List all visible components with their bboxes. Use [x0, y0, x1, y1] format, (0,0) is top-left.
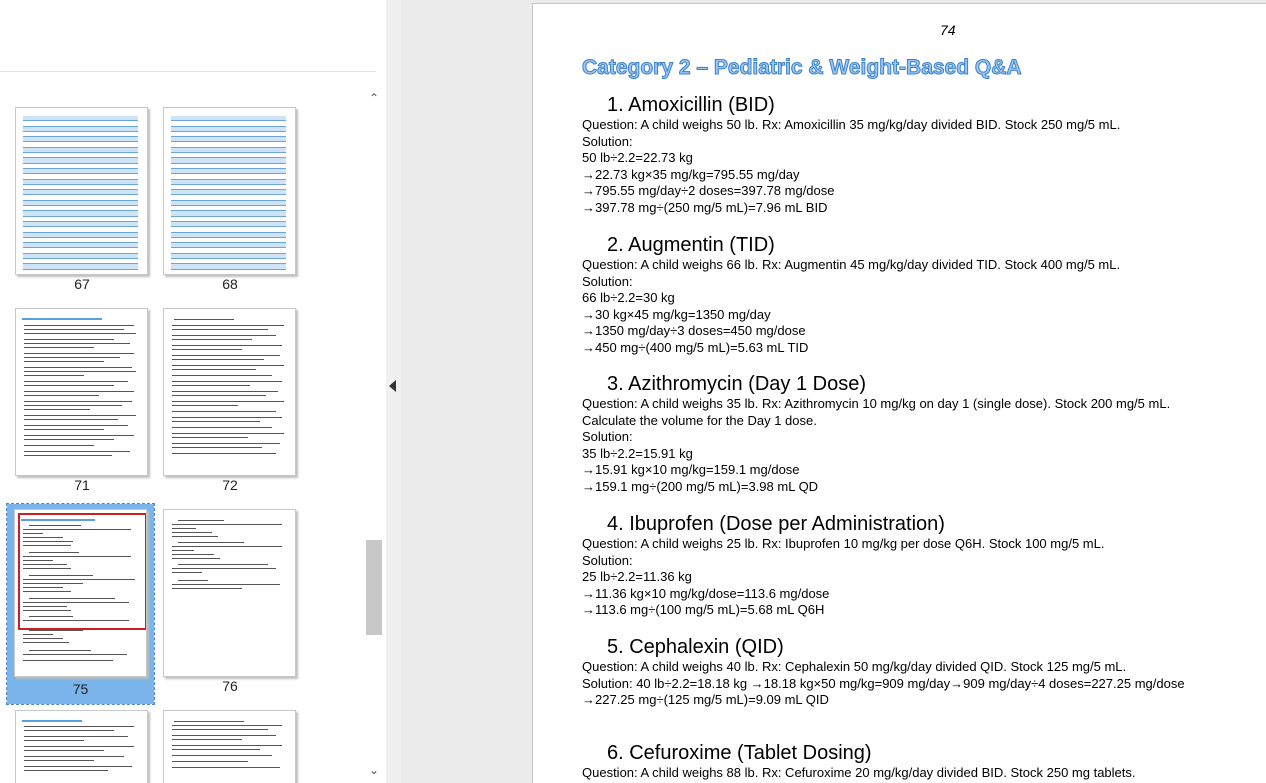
- qa-line: →795.55 mg/day÷2 doses=397.78 mg/dose: [582, 183, 835, 198]
- scroll-up-icon[interactable]: ⌃: [368, 91, 380, 105]
- qa-line: Question: A child weighs 40 lb. Rx: Cephalexin 50 mg/kg/day divided QID. Stock 125 mg/5 mL.: [582, 659, 1127, 674]
- qa-line: →397.78 mg÷(250 mg/5 mL)=7.96 mL BID: [582, 199, 828, 215]
- pane-divider: [0, 71, 376, 72]
- qa-section: [582, 635, 1262, 709]
- thumbnail-page-next-right[interactable]: [157, 705, 303, 783]
- thumbnail-page-number: 76: [222, 678, 238, 694]
- category-heading: Category 2 – Pediatric & Weight-Based Q&A: [582, 56, 1022, 79]
- qa-line: →159.1 mg÷(200 mg/5 mL)=3.98 mL QD: [582, 478, 819, 494]
- qa-line: →113.6 mg÷(100 mg/5 mL)=5.68 mL Q6H: [582, 602, 825, 617]
- page-thumbnail-image: [15, 107, 148, 275]
- qa-section: [582, 512, 1262, 619]
- qa-line: →15.91 kg×10 mg/kg=159.1 mg/dose: [582, 462, 800, 477]
- thumbnail-page-number: 68: [222, 276, 238, 292]
- thumbnail-page-next-left[interactable]: [9, 705, 155, 783]
- page-thumbnail-image: [14, 509, 147, 677]
- page-thumbnail-image: [15, 308, 148, 476]
- qa-title: 3. Azithromycin (Day 1 Dose): [607, 373, 866, 395]
- document-page: [532, 3, 1266, 783]
- qa-line: Question: A child weighs 50 lb. Rx: Amoxicillin 35 mg/kg/day divided BID. Stock 250 mg/5 mL.: [582, 117, 1121, 132]
- qa-line: →1350 mg/day÷3 doses=450 mg/dose: [582, 323, 806, 338]
- qa-title: 6. Cefuroxime (Tablet Dosing): [607, 742, 872, 764]
- qa-line: →30 kg×45 mg/kg=1350 mg/day: [582, 306, 771, 322]
- page-thumbnail-image: [15, 710, 148, 783]
- qa-title: 5. Cephalexin (QID): [607, 636, 784, 658]
- thumbnail-page-number: 72: [222, 477, 238, 493]
- qa-line: 35 lb÷2.2=15.91 kg: [582, 445, 693, 461]
- page-thumbnail-image: [163, 308, 296, 476]
- thumbnail-scrollbar[interactable]: [362, 90, 386, 783]
- qa-section: [582, 741, 1262, 782]
- scrollbar-thumb[interactable]: [366, 540, 382, 635]
- visible-area-indicator[interactable]: [18, 513, 147, 630]
- qa-line: Question: A child weighs 88 lb. Rx: Cefuroxime 20 mg/kg/day divided BID. Stock 250 mg tablets.: [582, 765, 1136, 780]
- page-thumbnail-image: [163, 509, 296, 677]
- qa-line: Solution:: [582, 133, 633, 149]
- pane-splitter[interactable]: [386, 0, 401, 783]
- qa-line: Question: A child weighs 25 lb. Rx: Ibuprofen 10 mg/kg per dose Q6H. Stock 100 mg/5 mL.: [582, 536, 1105, 551]
- qa-section: [582, 372, 1262, 495]
- qa-line: Calculate the volume for the Day 1 dose.: [582, 412, 817, 428]
- thumbnail-pane: [0, 0, 386, 783]
- thumbnail-page-68[interactable]: [157, 102, 303, 292]
- qa-line: 25 lb÷2.2=11.36 kg: [582, 569, 692, 584]
- qa-line: →22.73 kg×35 mg/kg=795.55 mg/day: [582, 166, 800, 182]
- qa-title: 1. Amoxicillin (BID): [607, 94, 775, 116]
- document-view: [401, 0, 1266, 783]
- qa-line: 66 lb÷2.2=30 kg: [582, 290, 675, 305]
- thumbnail-page-67[interactable]: [9, 102, 155, 292]
- scroll-down-icon[interactable]: ⌄: [368, 763, 380, 777]
- thumbnail-page-75[interactable]: [7, 504, 154, 704]
- qa-section: [582, 233, 1262, 356]
- qa-line: 50 lb÷2.2=22.73 kg: [582, 150, 693, 165]
- thumbnail-page-number: 71: [74, 477, 90, 493]
- page-thumbnail-image: [163, 710, 296, 783]
- qa-title: 2. Augmentin (TID): [607, 234, 775, 256]
- qa-line: →11.36 kg×10 mg/kg/dose=113.6 mg/dose: [582, 585, 830, 601]
- qa-line: Solution:: [582, 429, 633, 444]
- thumbnail-page-76[interactable]: [157, 504, 303, 694]
- qa-line: Solution: 40 lb÷2.2=18.18 kg →18.18 kg×50 mg/kg=909 mg/day→909 mg/day÷4 doses=227.25 mg/dose: [582, 675, 1185, 691]
- page-thumbnail-image: [163, 107, 296, 275]
- thumbnail-list: [0, 90, 362, 783]
- qa-line: Question: A child weighs 66 lb. Rx: Augmentin 45 mg/kg/day divided TID. Stock 400 mg/5 mL.: [582, 257, 1121, 272]
- qa-line: Question: A child weighs 35 lb. Rx: Azithromycin 10 mg/kg on day 1 (single dose). Stock 200 mg/5 mL.: [582, 396, 1171, 411]
- qa-line: →450 mg÷(400 mg/5 mL)=5.63 mL TID: [582, 339, 809, 355]
- thumbnail-page-number: 75: [72, 681, 89, 697]
- thumbnail-table-preview: [23, 116, 138, 266]
- page-number: 74: [940, 22, 956, 38]
- collapse-left-icon[interactable]: [389, 380, 396, 392]
- qa-section: [582, 93, 1262, 216]
- thumbnail-page-71[interactable]: [9, 303, 155, 493]
- qa-line: Solution:: [582, 552, 633, 568]
- thumbnail-page-number: 67: [74, 276, 90, 292]
- thumbnail-table-preview: [171, 116, 286, 266]
- qa-line: Solution:: [582, 273, 633, 289]
- thumbnail-page-72[interactable]: [157, 303, 303, 493]
- qa-title: 4. Ibuprofen (Dose per Administration): [607, 513, 945, 535]
- qa-line: →227.25 mg÷(125 mg/5 mL)=9.09 mL QID: [582, 692, 829, 707]
